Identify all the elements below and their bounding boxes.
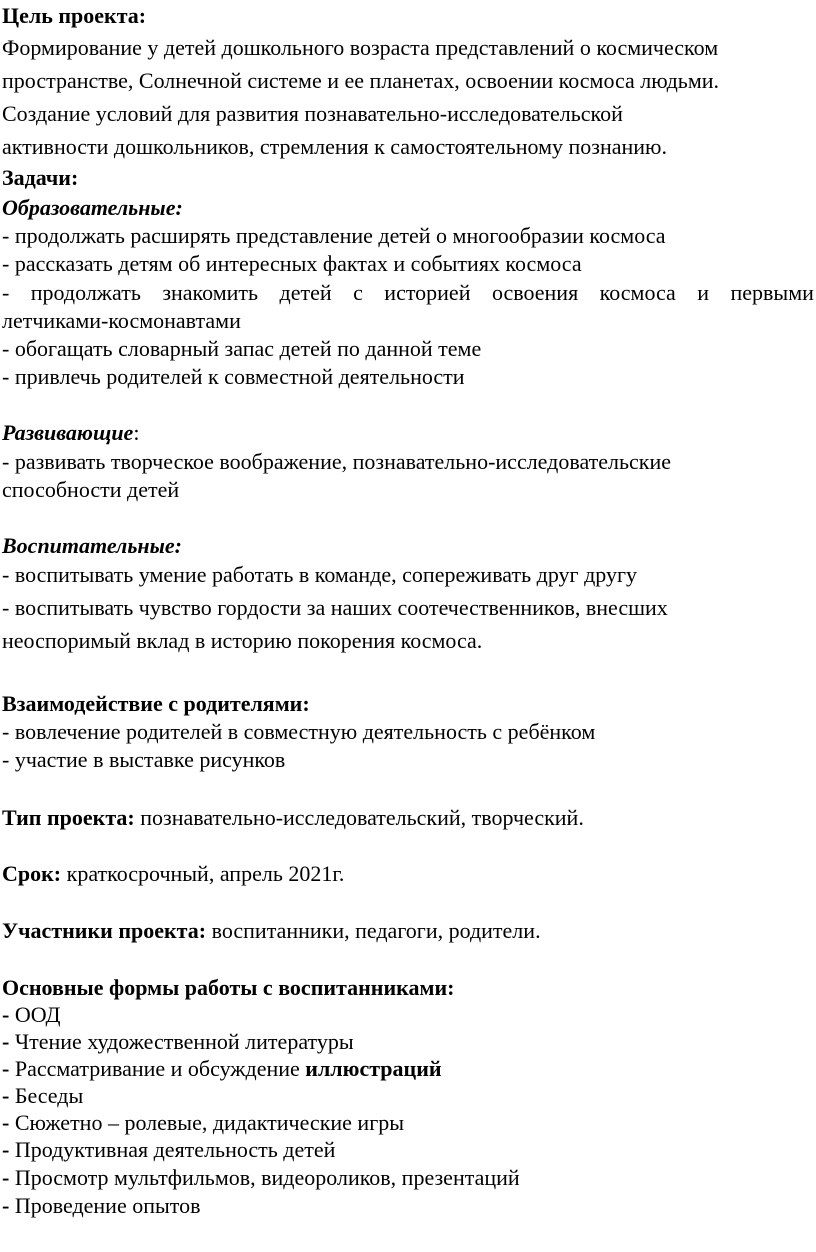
forms-item-text: Продуктивная деятельность детей [9, 1137, 336, 1162]
educational-item-5: - привлечь родителей к совместной деятельности [2, 364, 465, 389]
developing-colon: : [133, 420, 140, 445]
educational-item-3 [2, 279, 814, 307]
forms-item-text: ООД [9, 1002, 61, 1027]
participants-value: воспитанники, педагоги, родители. [206, 918, 541, 943]
word: знакомить [162, 280, 259, 305]
forms-item-7 [2, 1164, 520, 1192]
term-label: Срок: [2, 861, 62, 886]
forms-item-8 [2, 1192, 201, 1220]
forms-item-text: Беседы [9, 1083, 84, 1108]
word: историей [384, 280, 471, 305]
participants-label: Участники проекта: [2, 918, 207, 943]
forms-item-4 [2, 1082, 83, 1110]
list-dash: - [2, 1002, 10, 1027]
goal-heading: Цель проекта: [2, 3, 147, 28]
upbringing-line-2: - воспитывать чувство гордости за наших соотечественников, внесших [2, 595, 668, 620]
term-value: краткосрочный, апрель 2021г. [61, 861, 345, 886]
word: и [697, 280, 710, 305]
list-dash: - [2, 1056, 10, 1081]
word: космоса [599, 280, 676, 305]
word: детей [279, 280, 332, 305]
term [2, 860, 344, 888]
list-dash: - [2, 1165, 10, 1190]
forms-item-text: Чтение художественной литературы [9, 1029, 354, 1054]
upbringing-line-1: - воспитывать умение работать в команде, сопереживать друг другу [2, 562, 638, 587]
goal-line-4: активности дошкольников, стремления к самостоятельному познанию. [2, 134, 667, 159]
project-type [2, 804, 584, 832]
list-dash: - [2, 1137, 10, 1162]
goal-line-3: Создание условий для развития познавательно-исследовательской [2, 101, 623, 126]
goal-line-2: пространстве, Солнечной системе и ее планетах, освоении космоса людьми. [2, 68, 720, 93]
developing-heading [2, 419, 139, 447]
educational-heading: Образовательные: [2, 195, 183, 220]
list-dash: - [2, 1083, 10, 1108]
forms-item-text: Сюжетно – ролевые, дидактические игры [9, 1110, 404, 1135]
forms-item-text: Просмотр мультфильмов, видеороликов, презентаций [9, 1165, 520, 1190]
word: освоения [491, 280, 579, 305]
parents-heading: Взаимодействие с родителями: [2, 691, 310, 716]
list-dash: - [2, 1110, 10, 1135]
forms-item-5 [2, 1109, 404, 1137]
educational-item-3-cont: летчиками-космонавтами [2, 308, 241, 333]
forms-heading: Основные формы работы с воспитанниками: [2, 975, 455, 1000]
forms-item-text: Рассматривание и обсуждение [9, 1056, 306, 1081]
list-dash: - [2, 1193, 10, 1218]
goal-line-1: Формирование у детей дошкольного возраста представлений о космическом [2, 35, 719, 60]
word: с [353, 280, 363, 305]
word: продолжать [30, 280, 141, 305]
participants [2, 917, 541, 945]
list-dash: - [2, 1029, 10, 1054]
developing-line-2: способности детей [2, 477, 180, 502]
project-type-label: Тип проекта: [2, 805, 135, 830]
educational-item-4: - обогащать словарный запас детей по данной теме [2, 336, 482, 361]
developing-line-1: - развивать творческое воображение, познавательно-исследовательские [2, 449, 672, 474]
forms-item-3 [2, 1055, 442, 1083]
upbringing-line-3: неоспоримый вклад в историю покорения космоса. [2, 628, 483, 653]
educational-item-1: - продолжать расширять представление детей о многообразии космоса [2, 223, 666, 248]
forms-item-text: Проведение опытов [9, 1193, 201, 1218]
word: первыми [730, 280, 814, 305]
word: - [2, 280, 10, 305]
tasks-heading: Задачи: [2, 165, 79, 190]
parents-line-2: - участие в выставке рисунков [2, 747, 286, 772]
upbringing-heading: Воспитательные: [2, 533, 182, 558]
educational-item-2: - рассказать детям об интересных фактах и событиях космоса [2, 251, 582, 276]
parents-line-1: - вовлечение родителей в совместную деятельность с ребёнком [2, 719, 596, 744]
forms-item-6 [2, 1136, 335, 1164]
forms-item-bold: иллюстраций [305, 1056, 442, 1081]
forms-item-1 [2, 1001, 61, 1029]
forms-item-2 [2, 1028, 354, 1056]
developing-heading-text: Развивающие [2, 420, 134, 445]
project-type-value: познавательно-исследовательский, творческий. [134, 805, 584, 830]
